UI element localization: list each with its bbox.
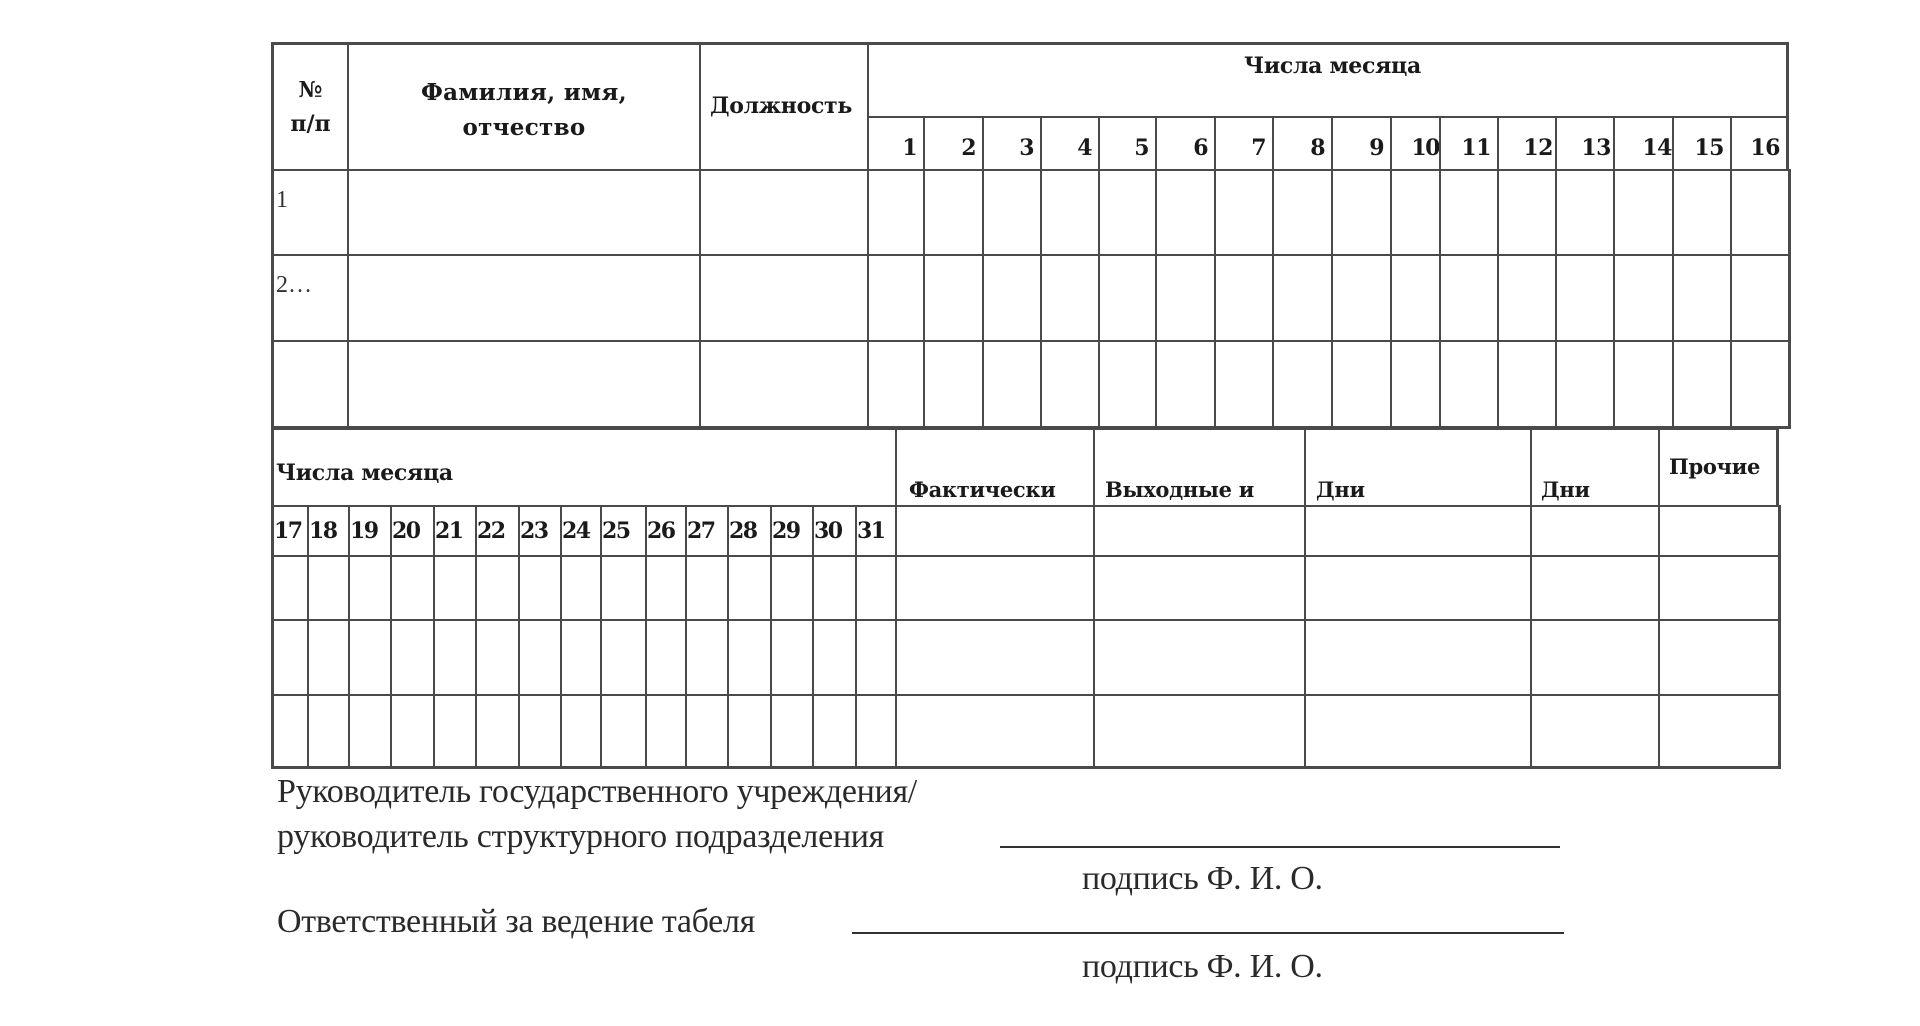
day-cell-17[interactable] <box>271 555 309 621</box>
day-cell-20[interactable] <box>390 694 435 769</box>
day-label: 19 <box>350 518 378 544</box>
day-header-6 <box>1155 116 1216 171</box>
day-cell-30[interactable] <box>812 694 857 769</box>
bottom-header-days-group-label: Числа месяца <box>276 460 453 486</box>
day-cell-30[interactable] <box>812 619 857 696</box>
header-other-label: Прочие <box>1669 454 1761 479</box>
head-signature-line[interactable] <box>1000 846 1560 848</box>
day-cell-29[interactable] <box>770 694 814 769</box>
header-days-group <box>867 42 1789 118</box>
day-cell-11[interactable] <box>1439 340 1499 429</box>
day-header-26 <box>645 505 687 557</box>
day-cell-31[interactable] <box>855 555 897 621</box>
day-header-19 <box>348 505 392 557</box>
day-cell-7[interactable] <box>1214 254 1274 342</box>
day-cell-19[interactable] <box>348 619 392 696</box>
actual-worked-cell[interactable] <box>895 619 1095 696</box>
day-cell-22[interactable] <box>475 555 520 621</box>
day-cell-11[interactable] <box>1439 169 1499 256</box>
day-label: 5 <box>1134 135 1149 161</box>
day-cell-1[interactable] <box>867 340 925 429</box>
day-header-5 <box>1098 116 1157 171</box>
day-label: 12 <box>1523 135 1553 161</box>
day-cell-22[interactable] <box>475 694 520 769</box>
day-cell-26[interactable] <box>645 555 687 621</box>
day-header-10 <box>1390 116 1441 171</box>
actual-worked-cell[interactable] <box>895 555 1095 621</box>
day-cell-7[interactable] <box>1214 340 1274 429</box>
day-cell-25[interactable] <box>600 694 647 769</box>
day-label: 15 <box>1694 135 1724 161</box>
day-label: 22 <box>477 518 505 544</box>
day-cell-28[interactable] <box>727 619 772 696</box>
day-cell-5[interactable] <box>1098 169 1157 256</box>
day-cell-13[interactable] <box>1555 169 1615 256</box>
day-cell-12[interactable] <box>1497 254 1557 342</box>
day-cell-8[interactable] <box>1272 254 1333 342</box>
day-cell-24[interactable] <box>560 555 602 621</box>
day-cell-18[interactable] <box>307 555 350 621</box>
day-cell-13[interactable] <box>1555 340 1615 429</box>
day-cell-18[interactable] <box>307 619 350 696</box>
responsible-signature-caption: подпись Ф. И. О. <box>1082 948 1323 985</box>
day-cell-6[interactable] <box>1155 254 1216 342</box>
day-label: 1 <box>902 135 917 161</box>
day-cell-23[interactable] <box>518 619 562 696</box>
day-header-30 <box>812 505 857 557</box>
day-cell-4[interactable] <box>1040 340 1100 429</box>
day-cell-16[interactable] <box>1730 340 1791 429</box>
day-label: 9 <box>1369 135 1384 161</box>
business-trips-cell[interactable] <box>1304 619 1532 696</box>
day-header-20 <box>390 505 435 557</box>
day-cell-27[interactable] <box>685 555 729 621</box>
day-cell-4[interactable] <box>1040 254 1100 342</box>
day-label: 30 <box>814 518 842 544</box>
row-number-label: 2… <box>276 272 312 298</box>
day-label: 18 <box>309 518 337 544</box>
day-label: 4 <box>1077 135 1092 161</box>
day-cell-3[interactable] <box>982 169 1042 256</box>
day-label: 14 <box>1642 135 1672 161</box>
day-cell-9[interactable] <box>1331 340 1392 429</box>
day-header-2 <box>923 116 984 171</box>
weekends-holidays-cell[interactable] <box>1093 505 1306 557</box>
day-header-3 <box>982 116 1042 171</box>
other-cell[interactable] <box>1658 694 1781 769</box>
day-cell-30[interactable] <box>812 555 857 621</box>
day-cell-23[interactable] <box>518 694 562 769</box>
day-label: 26 <box>647 518 675 544</box>
header-actual-worked-label: Фактически <box>909 477 1056 502</box>
bottom-header-days-group <box>271 426 897 507</box>
day-header-8 <box>1272 116 1333 171</box>
day-cell-21[interactable] <box>433 694 477 769</box>
day-cell-23[interactable] <box>518 555 562 621</box>
other-cell[interactable] <box>1658 555 1781 621</box>
day-cell-5[interactable] <box>1098 340 1157 429</box>
day-label: 28 <box>729 518 757 544</box>
day-cell-7[interactable] <box>1214 169 1274 256</box>
day-header-15 <box>1672 116 1732 171</box>
position-cell[interactable] <box>699 340 869 429</box>
head-title-line2: руководитель структурного подразделения <box>277 818 884 855</box>
vacation-days-cell[interactable] <box>1530 505 1660 557</box>
day-header-12 <box>1497 116 1557 171</box>
day-cell-14[interactable] <box>1613 340 1674 429</box>
header-number <box>271 42 349 171</box>
header-fullname <box>347 42 701 171</box>
day-header-27 <box>685 505 729 557</box>
day-header-14 <box>1613 116 1674 171</box>
day-header-23 <box>518 505 562 557</box>
header-position-label: Должность <box>710 93 852 119</box>
day-cell-15[interactable] <box>1672 169 1732 256</box>
day-label: 3 <box>1019 135 1034 161</box>
day-label: 10 <box>1411 135 1439 161</box>
business-trips-cell[interactable] <box>1304 505 1532 557</box>
day-label: 11 <box>1461 135 1491 161</box>
day-cell-27[interactable] <box>685 619 729 696</box>
day-header-17 <box>271 505 309 557</box>
day-label: 17 <box>274 518 302 544</box>
day-cell-12[interactable] <box>1497 169 1557 256</box>
day-label: 7 <box>1251 135 1266 161</box>
fullname-cell[interactable] <box>347 254 701 342</box>
day-cell-29[interactable] <box>770 555 814 621</box>
header-vacation-days <box>1530 426 1660 507</box>
day-cell-15[interactable] <box>1672 340 1732 429</box>
vacation-days-cell[interactable] <box>1530 619 1660 696</box>
header-business-trips <box>1304 426 1532 507</box>
day-cell-10[interactable] <box>1390 169 1441 256</box>
day-header-29 <box>770 505 814 557</box>
day-cell-8[interactable] <box>1272 340 1333 429</box>
day-cell-27[interactable] <box>685 694 729 769</box>
day-label: 2 <box>961 135 976 161</box>
day-cell-25[interactable] <box>600 555 647 621</box>
day-header-31 <box>855 505 897 557</box>
position-cell[interactable] <box>699 254 869 342</box>
day-cell-2[interactable] <box>923 340 984 429</box>
day-label: 24 <box>562 518 590 544</box>
day-cell-11[interactable] <box>1439 254 1499 342</box>
day-cell-28[interactable] <box>727 555 772 621</box>
header-number-label: № п/п <box>290 77 331 137</box>
day-header-11 <box>1439 116 1499 171</box>
day-header-22 <box>475 505 520 557</box>
vacation-days-cell[interactable] <box>1530 694 1660 769</box>
day-cell-6[interactable] <box>1155 340 1216 429</box>
day-cell-20[interactable] <box>390 555 435 621</box>
other-cell[interactable] <box>1658 505 1781 557</box>
day-cell-4[interactable] <box>1040 169 1100 256</box>
business-trips-cell[interactable] <box>1304 694 1532 769</box>
position-cell[interactable] <box>699 169 869 256</box>
day-label: 13 <box>1581 135 1611 161</box>
day-cell-24[interactable] <box>560 694 602 769</box>
actual-worked-cell[interactable] <box>895 505 1095 557</box>
day-cell-3[interactable] <box>982 254 1042 342</box>
day-cell-10[interactable] <box>1390 340 1441 429</box>
day-label: 16 <box>1750 135 1780 161</box>
head-title-line1: Руководитель государственного учреждения/ <box>277 773 917 810</box>
day-label: 20 <box>392 518 420 544</box>
day-header-28 <box>727 505 772 557</box>
day-label: 21 <box>435 518 463 544</box>
day-label: 6 <box>1193 135 1208 161</box>
header-weekends-holidays <box>1093 426 1306 507</box>
row-number-cell[interactable] <box>271 340 349 429</box>
header-fullname-label: Фамилия, имя, отчество <box>421 79 627 141</box>
day-cell-19[interactable] <box>348 555 392 621</box>
day-cell-21[interactable] <box>433 555 477 621</box>
header-days-group-label: Числа месяца <box>1244 53 1421 79</box>
day-cell-2[interactable] <box>923 169 984 256</box>
day-cell-8[interactable] <box>1272 169 1333 256</box>
day-cell-14[interactable] <box>1613 254 1674 342</box>
day-label: 25 <box>602 518 630 544</box>
responsible-signature-line[interactable] <box>852 932 1564 934</box>
day-header-25 <box>600 505 647 557</box>
day-cell-22[interactable] <box>475 619 520 696</box>
weekends-holidays-cell[interactable] <box>1093 555 1306 621</box>
row-number-cell[interactable] <box>271 169 349 256</box>
day-cell-28[interactable] <box>727 694 772 769</box>
day-header-4 <box>1040 116 1100 171</box>
day-cell-1[interactable] <box>867 254 925 342</box>
row-number-cell[interactable] <box>271 254 349 342</box>
header-position <box>699 42 869 171</box>
day-label: 27 <box>687 518 715 544</box>
day-cell-17[interactable] <box>271 694 309 769</box>
day-cell-13[interactable] <box>1555 254 1615 342</box>
day-header-16 <box>1730 116 1789 171</box>
header-vacation-days-label: Дни <box>1541 477 1590 502</box>
day-header-9 <box>1331 116 1392 171</box>
day-cell-25[interactable] <box>600 619 647 696</box>
day-header-7 <box>1214 116 1274 171</box>
day-cell-31[interactable] <box>855 694 897 769</box>
day-cell-29[interactable] <box>770 619 814 696</box>
day-cell-31[interactable] <box>855 619 897 696</box>
day-cell-16[interactable] <box>1730 169 1791 256</box>
header-business-trips-label: Дни <box>1316 477 1365 502</box>
business-trips-cell[interactable] <box>1304 555 1532 621</box>
header-actual-worked <box>895 426 1095 507</box>
day-cell-6[interactable] <box>1155 169 1216 256</box>
day-cell-19[interactable] <box>348 694 392 769</box>
header-weekends-holidays-label: Выходные и <box>1105 477 1254 502</box>
weekends-holidays-cell[interactable] <box>1093 619 1306 696</box>
day-cell-10[interactable] <box>1390 254 1441 342</box>
day-header-24 <box>560 505 602 557</box>
day-cell-16[interactable] <box>1730 254 1791 342</box>
day-cell-26[interactable] <box>645 619 687 696</box>
actual-worked-cell[interactable] <box>895 694 1095 769</box>
day-cell-9[interactable] <box>1331 169 1392 256</box>
fullname-cell[interactable] <box>347 169 701 256</box>
responsible-label: Ответственный за ведение табеля <box>277 903 755 940</box>
day-cell-15[interactable] <box>1672 254 1732 342</box>
day-cell-5[interactable] <box>1098 254 1157 342</box>
header-other <box>1658 426 1779 507</box>
day-cell-14[interactable] <box>1613 169 1674 256</box>
row-number-label: 1 <box>276 187 288 213</box>
day-header-1 <box>867 116 925 171</box>
day-label: 31 <box>857 518 885 544</box>
day-label: 29 <box>772 518 800 544</box>
day-label: 23 <box>520 518 548 544</box>
day-label: 8 <box>1310 135 1325 161</box>
day-cell-9[interactable] <box>1331 254 1392 342</box>
day-cell-17[interactable] <box>271 619 309 696</box>
weekends-holidays-cell[interactable] <box>1093 694 1306 769</box>
vacation-days-cell[interactable] <box>1530 555 1660 621</box>
head-signature-caption: подпись Ф. И. О. <box>1082 860 1323 897</box>
day-cell-24[interactable] <box>560 619 602 696</box>
day-header-21 <box>433 505 477 557</box>
day-header-13 <box>1555 116 1615 171</box>
day-cell-1[interactable] <box>867 169 925 256</box>
day-header-18 <box>307 505 350 557</box>
day-cell-18[interactable] <box>307 694 350 769</box>
other-cell[interactable] <box>1658 619 1781 696</box>
day-cell-21[interactable] <box>433 619 477 696</box>
fullname-cell[interactable] <box>347 340 701 429</box>
day-cell-26[interactable] <box>645 694 687 769</box>
day-cell-12[interactable] <box>1497 340 1557 429</box>
day-cell-3[interactable] <box>982 340 1042 429</box>
day-cell-2[interactable] <box>923 254 984 342</box>
day-cell-20[interactable] <box>390 619 435 696</box>
